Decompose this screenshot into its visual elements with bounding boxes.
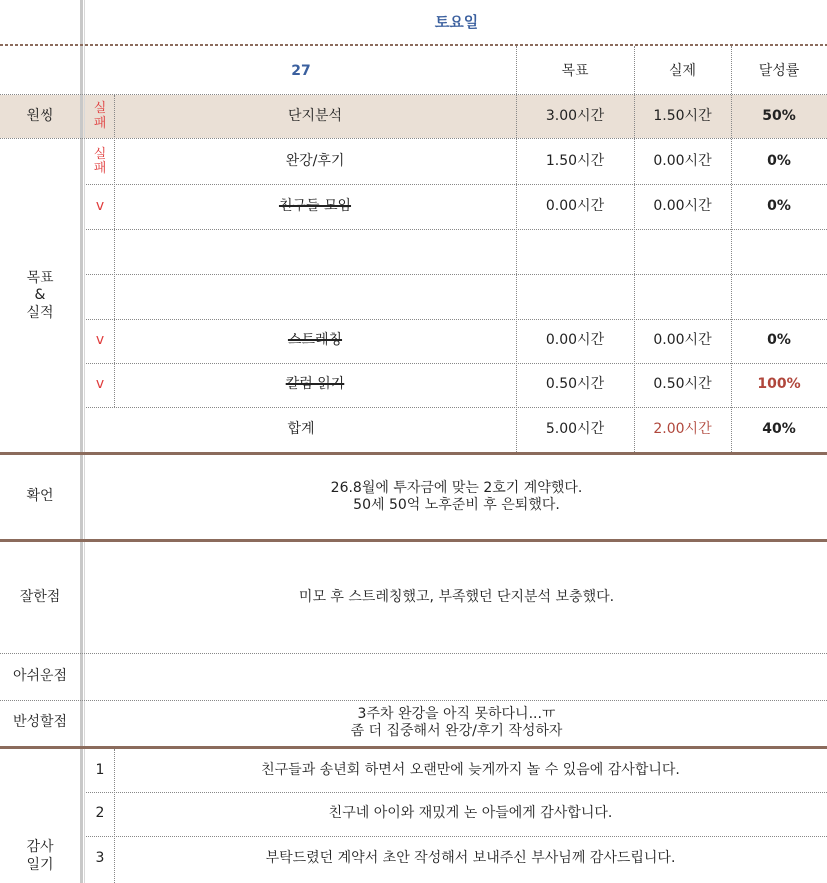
section-divider <box>0 452 827 455</box>
date-header: 27 <box>291 63 311 80</box>
goal-performance-label: 목표 & 실적 <box>26 269 54 321</box>
gratitude-text: 친구들과 송년회 하면서 오랜만에 늦게까지 놀 수 있음에 감사합니다. <box>261 761 680 778</box>
task-name: 스트레칭 <box>287 332 343 349</box>
gratitude-text: 부탁드렸던 계약서 초안 작성해서 보내주신 부사님께 감사드립니다. <box>265 849 676 866</box>
column-divider <box>114 749 116 883</box>
row-divider <box>86 229 827 231</box>
task-rate: 100% <box>757 376 801 393</box>
task-status <box>86 140 114 184</box>
section-divider <box>0 44 827 46</box>
task-goal: 0.50시간 <box>545 376 605 393</box>
row-divider <box>86 792 827 794</box>
regret-label: 아쉬운점 <box>12 668 68 685</box>
row-divider <box>0 138 827 140</box>
gratitude-number: 1 <box>95 761 105 778</box>
row-divider <box>86 319 827 321</box>
task-name-empty[interactable] <box>114 229 516 274</box>
total-goal: 5.00시간 <box>545 420 605 437</box>
row-divider <box>86 407 827 409</box>
wonsing-task-name: 단지분석 <box>287 107 343 124</box>
column-divider <box>516 46 518 452</box>
task-rate: 0% <box>767 197 791 214</box>
task-actual: 0.00시간 <box>653 197 712 214</box>
reflection-text <box>86 700 827 746</box>
rate-column-header: 달성률 <box>758 63 800 80</box>
row-divider <box>0 94 827 96</box>
row-divider <box>0 700 827 702</box>
wonsing-goal: 3.00시간 <box>545 107 605 124</box>
task-goal: 0.00시간 <box>545 332 605 349</box>
task-actual: 0.50시간 <box>653 376 712 393</box>
task-actual: 0.00시간 <box>653 332 712 349</box>
label-column-divider <box>80 0 83 883</box>
total-actual: 2.00시간 <box>653 420 712 437</box>
task-check-mark: v <box>95 197 105 214</box>
total-label: 합계 <box>287 420 315 437</box>
reflection-line: 좀 더 집중해서 완강/후기 작성하자 <box>350 723 563 739</box>
row-divider <box>0 653 827 655</box>
task-rate: 0% <box>767 153 791 170</box>
wonsing-label: 원씽 <box>26 107 54 124</box>
reflection-label: 반성할점 <box>12 714 68 731</box>
section-divider <box>0 746 827 749</box>
regret-text[interactable] <box>86 654 827 700</box>
task-name: 친구들 모임 <box>278 197 352 214</box>
task-actual: 0.00시간 <box>653 153 712 170</box>
column-divider <box>731 46 733 452</box>
task-name: 완강/후기 <box>285 153 345 170</box>
affirmation-label: 확언 <box>26 488 54 505</box>
row-divider <box>86 836 827 838</box>
affirmation-line: 50세 50억 노후준비 후 은퇴했다. <box>353 497 560 513</box>
task-name: 칼럼 읽기 <box>285 376 345 393</box>
row-divider <box>86 274 827 276</box>
wonsing-actual: 1.50시간 <box>653 107 712 124</box>
row-divider <box>86 363 827 365</box>
did-well-label: 잘한점 <box>19 588 61 605</box>
row-divider <box>86 184 827 186</box>
affirmation-line: 26.8월에 투자금에 맞는 2호기 계약했다. <box>330 479 583 496</box>
gratitude-journal-label: 감사 일기 <box>26 839 54 873</box>
day-header: 토요일 <box>434 12 479 31</box>
total-rate: 40% <box>762 420 796 437</box>
gratitude-number: 2 <box>95 805 105 822</box>
task-check-mark: v <box>95 332 105 349</box>
gratitude-text: 친구네 아이와 재밌게 논 아들에게 감사합니다. <box>328 805 613 822</box>
task-name-empty[interactable] <box>114 274 516 319</box>
status-fail-text: 실패 <box>93 101 107 131</box>
wonsing-status <box>86 95 114 138</box>
actual-column-header: 실제 <box>668 63 697 80</box>
wonsing-rate: 50% <box>762 107 796 124</box>
column-divider <box>114 95 116 407</box>
task-check-mark: v <box>95 376 105 393</box>
affirmation-text <box>86 455 827 539</box>
label-column-divider <box>84 0 85 883</box>
task-goal: 0.00시간 <box>545 197 605 214</box>
task-goal: 1.50시간 <box>545 153 605 170</box>
goal-column-header: 목표 <box>561 63 589 80</box>
status-fail-text: 실패 <box>93 146 107 176</box>
task-rate: 0% <box>767 332 791 349</box>
section-divider <box>0 539 827 542</box>
gratitude-number: 3 <box>95 849 105 866</box>
reflection-line: 3주차 완강을 아직 못하다니...ㅠ <box>357 705 556 722</box>
column-divider <box>634 46 636 452</box>
did-well-text: 미모 후 스트레칭했고, 부족했던 단지분석 보충했다. <box>298 588 615 605</box>
